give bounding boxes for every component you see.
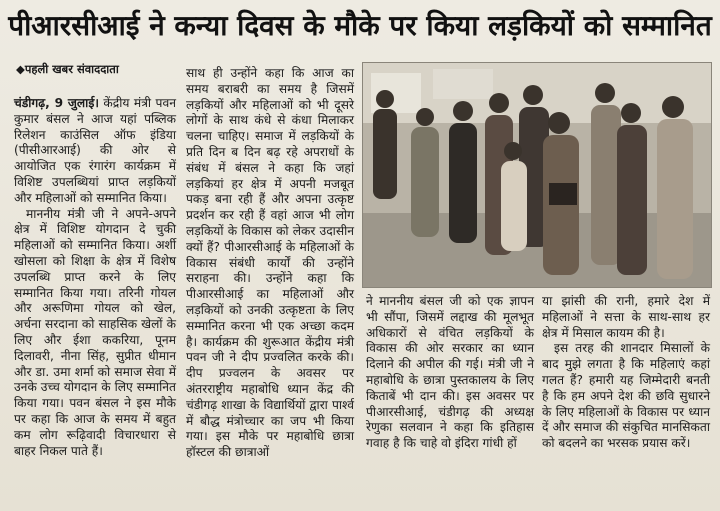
headline: पीआरसीआई ने कन्या दिवस के मौके पर किया लड़कियों को सम्मानित (8, 9, 712, 42)
dateline: चंडीगढ़, 9 जुलाई। (14, 96, 99, 110)
paragraph: इस तरह की शानदार मिसालों के बाद मुझे लगता है कि महिलाएं कहां गलत हैं? हमारी यह जिम्मेदारी बनती है कि हम अपने देश की छवि सुधारने के लिए महिलाओं के विकास पर ध्यान दें और समाज की संकुचित मानसिकता को बदलने का भरसक प्रयास करें। (542, 341, 710, 451)
paragraph (14, 96, 176, 207)
paragraph-text: केंद्रीय मंत्री पवन कुमार बंसल ने आज यहां पब्लिक रिलेशन काउंसिल ऑफ इंडिया (पीसीआरआई) की ओर से आयोजित एक रंगारंग कार्यक्रम में विशिष्ट उपलब्धियां प्राप्त लड़कियों और महिलाओं को सम्मानित किया। (14, 96, 176, 205)
group-photo-illustration (363, 63, 712, 288)
paragraph: ने माननीय बंसल जी को एक ज्ञापन भी सौंपा, जिसमें लद्दाख की मूलभूत अधिकारों से वंचित लड़कियों के विकास की ओर सरकार का ध्यान दिलाने की अपील की गई। मंत्री जी ने महाबोधि के छात्रा पुस्तकालय के लिए किताबें भी दान की। इस अवसर पर पीआरसीआई, चंडीगढ़ की अध्यक्ष रेणुका सलवान ने कहा कि इतिहास गवाह है कि चाहे वो इंदिरा गांधी हों (366, 294, 534, 451)
paragraph: या झांसी की रानी, हमारे देश में महिलाओं ने सत्ता के साथ-साथ हर क्षेत्र में मिसाल कायम की है। (542, 294, 710, 340)
article-column-2 (186, 66, 354, 508)
article-column-3 (366, 294, 534, 508)
byline: ◆पहली खबर संवाददाता (16, 62, 119, 76)
article-column-1 (14, 96, 176, 508)
event-photo (362, 62, 712, 288)
paragraph: साथ ही उन्होंने कहा कि आज का समय बराबरी का समय है जिसमें लड़कियों और महिलाओं को भी दूसरे लोगों के साथ कंधे से कंधा मिलाकर चलना चाहिए। समाज में लड़कियों के प्रति दिन ब दिन बढ़ रहे अपराधों के संबंध में बंसल ने कहा कि जहां लड़कियां हर क्षेत्र में अपनी मजबूत पकड़ बना रही हैं और अपना उत्कृष्ट प्रदर्शन कर रही हैं वहां आज भी लोग लड़कियों के विकास को लेकर उदासीन क्यों हैं? पीआरसीआई के महिलाओं के विकास संबंधी कार्यों की उन्होंने सराहना की। उन्होंने कहा कि पीआरसीआई का महिलाओं और लड़कियों को उनकी उत्कृष्टता के लिए सम्मानित करना भी एक अच्छा कदम है। कार्यक्रम की शुरूआत केंद्रीय मंत्री पवन जी ने दीप प्रज्वलित करके की। दीप प्रज्वलन के अवसर पर अंतरराष्ट्रीय महाबोधि ध्यान केंद्र की चंडीगढ़ शाखा के विद्यार्थियों द्वारा पार्श्व में बौद्ध मंत्रोच्चार का जप भी किया गया। इस मौके पर महाबोधि छात्रा हॉस्टल की छात्राओं (186, 66, 354, 460)
article-column-4 (542, 294, 710, 508)
paragraph: माननीय मंत्री जी ने अपने-अपने क्षेत्र में विशिष्ट योगदान दे चुकी महिलाओं को सम्मानित किया। अर्शी खोसला को शिक्षा के क्षेत्र में विशेष उपलब्धि प्राप्त करने के लिए सम्मानित किया गया। तरिनी गोयल और अरूणिमा गोयल को खेल, अर्चना सरदाना को साहसिक खेलों के लिए और ईशा ककरिया, पूनम दिलावरी, नीना सिंह, सुप्रीत धीमान और डा. उमा शर्मा को समाज सेवा में उनके उच्च योगदान के लिए सम्मानित किया गया। पवन बंसल ने इस मौके पर कहा कि आज के समय में बहुत कम लोग रूढ़िवादी विचारधारा से बाहर निकल पाते हैं। (14, 206, 176, 458)
